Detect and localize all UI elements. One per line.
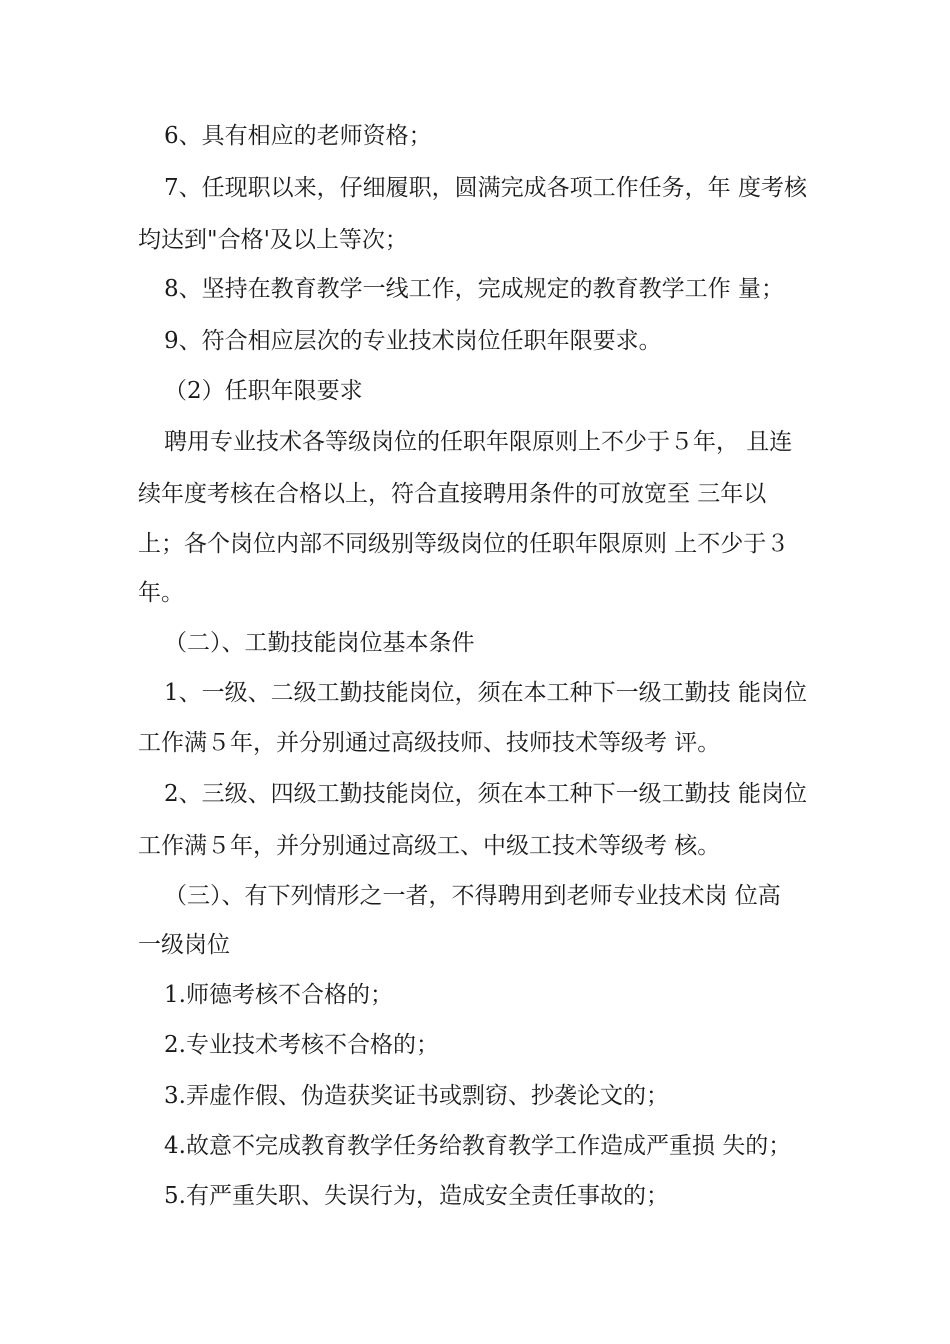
text-line: 8、坚持在教育教学一线工作，完成规定的教育教学工作 量； <box>164 276 784 302</box>
text-line: 上；各个岗位内部不同级别等级岗位的任职年限原则 上不少于３ <box>138 531 790 557</box>
list-item: 5.有严重失职、失误行为，造成安全责任事故的； <box>164 1183 669 1209</box>
list-item: 4.故意不完成教育教学任务给教育教学工作造成严重损 失的； <box>164 1133 792 1159</box>
section-heading: （三）、有下列情形之一者，不得聘用到老师专业技术岗 位高 <box>164 883 781 909</box>
text-line: 2、三级、四级工勤技能岗位，须在本工种下一级工勤技 能岗位 <box>164 781 807 807</box>
list-item: 2.专业技术考核不合格的； <box>164 1032 439 1058</box>
section-heading: （二）、工勤技能岗位基本条件 <box>164 630 475 656</box>
text-line: 7、任现职以来，仔细履职，圆满完成各项工作任务，年 度考核 <box>164 175 807 201</box>
list-item: 3.弄虚作假、伪造获奖证书或剽窃、抄袭论文的； <box>164 1083 669 1109</box>
text-line: 9、符合相应层次的专业技术岗位任职年限要求。 <box>164 328 662 354</box>
text-line: 一级岗位 <box>138 932 230 958</box>
text-line: 6、具有相应的老师资格； <box>164 123 432 149</box>
text-line: 聘用专业技术各等级岗位的任职年限原则上不少于５年， 且连 <box>164 429 793 455</box>
text-line: 续年度考核在合格以上，符合直接聘用条件的可放宽至 三年以 <box>138 481 767 507</box>
list-item: 1.师德考核不合格的； <box>164 982 393 1008</box>
text-line: 工作满５年，并分别通过高级技师、技师技术等级考 评。 <box>138 730 721 756</box>
section-heading: （2）任职年限要求 <box>164 378 363 404</box>
text-line: 工作满５年，并分别通过高级工、中级工技术等级考 核。 <box>138 833 721 859</box>
text-line: 均达到"合格'及以上等次； <box>138 227 408 253</box>
text-line: 1、一级、二级工勤技能岗位，须在本工种下一级工勤技 能岗位 <box>164 680 807 706</box>
text-line: 年。 <box>138 580 184 606</box>
